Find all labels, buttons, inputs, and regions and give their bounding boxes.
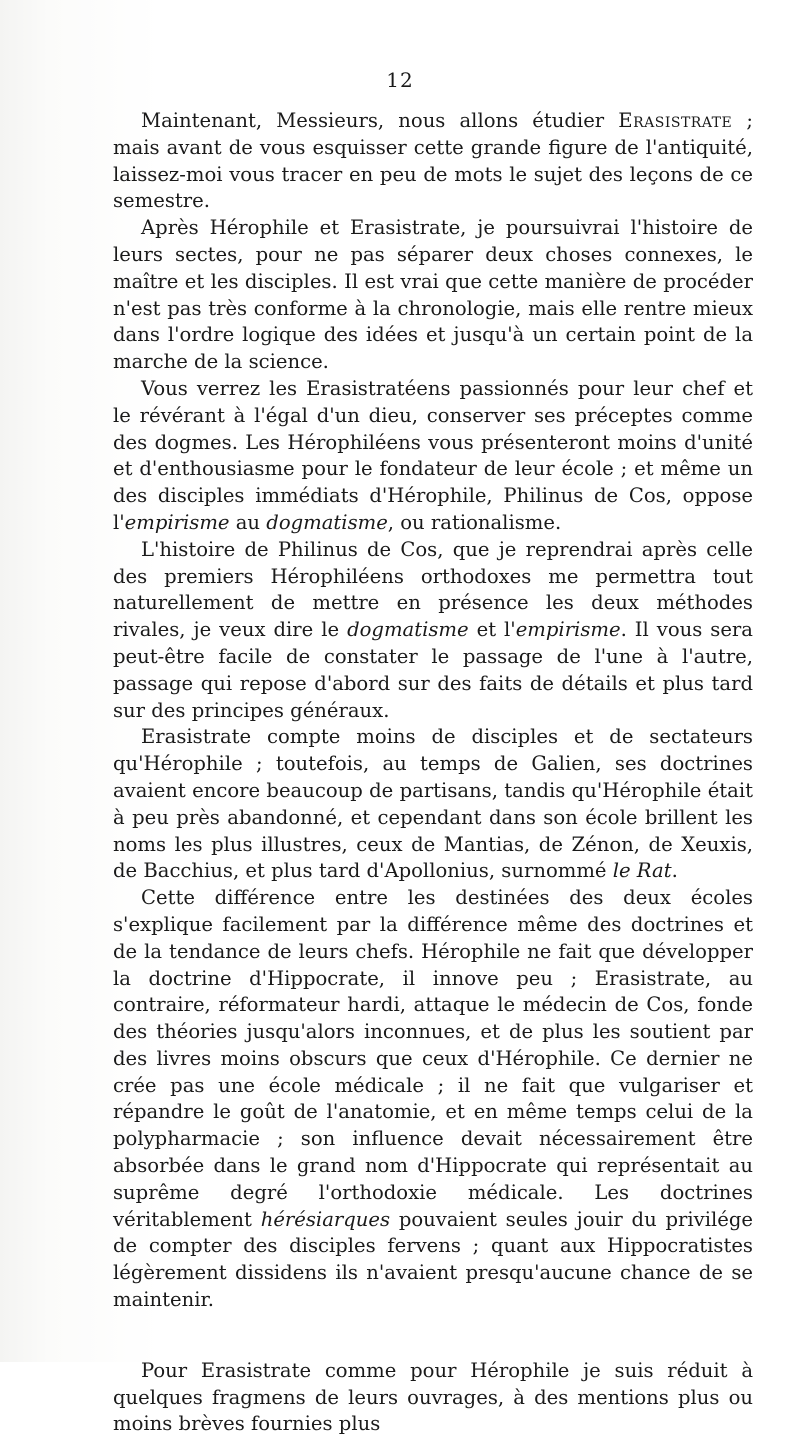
paragraph-6-text-b: pouvaient seules jouir du privilége de compter des disciples fervens ; quant aux Hippocratistes légèrement dissidens ils n'avaient presqu'aucune chance de se maintenir.: [113, 1207, 753, 1312]
author-name-smallcaps: Erasistrate: [618, 109, 733, 132]
paragraph-1-text-a: Maintenant, Messieurs, nous allons étudier: [141, 109, 619, 132]
paragraph-4-text-c: . Il vous sera peut-être facile de constater le passage de l'une à l'autre, passage qui repose d'abord sur des faits de détails et plus tard sur des principes généraux.: [113, 618, 753, 722]
paragraph-4-text-b: et l': [468, 618, 516, 642]
emphasis-empirisme: empirisme: [124, 510, 230, 534]
paragraph-4: [113, 537, 753, 725]
paragraph-3: [113, 376, 753, 537]
paragraph-4-text-a: L'histoire de Philinus de Cos, que je reprendrai après celle des premiers Hérophiléens orthodoxes me permettra tout naturellement de mettre en présence les deux méthodes rivales, je veux dire le: [113, 537, 753, 642]
page-number: 12: [386, 68, 414, 92]
emphasis-dogmatisme: dogmatisme: [347, 618, 469, 642]
paragraph-1: [113, 108, 753, 215]
emphasis-le-rat: le Rat: [612, 859, 672, 883]
paragraph-6: [113, 885, 753, 1314]
paragraph-5-text-b: .: [671, 859, 678, 883]
paragraph-2: Après Hérophile et Erasistrate, je poursuivrai l'histoire de leurs sectes, pour ne pas séparer deux choses connexes, le maître et les disciples. Il est vrai que cette manière de procéder n'est pas très conforme à la chronologie, mais elle rentre mieux dans l'ordre logique des idées et jusqu'à un certain point de la marche de la science.: [113, 216, 753, 374]
paragraph-3-text-c: , ou rationalisme.: [387, 510, 562, 534]
emphasis-heresiarques: hérésiarques: [260, 1207, 391, 1231]
emphasis-empirisme: empirisme: [515, 618, 621, 642]
paragraph-1-text-b: ; mais avant de vous esquisser cette grande figure de l'antiquité, laissez-moi vous tracer en peu de mots le sujet des leçons de ce semestre.: [113, 109, 753, 213]
body-text: [113, 108, 753, 1438]
paragraph-6-text-a: Cette différence entre les destinées des deux écoles s'explique facilement par la différence même des doctrines et de la tendance de leurs chefs. Hérophile ne fait que développer la doctrine d'Hippocrate, il innove peu ; Erasistrate, au contraire, réformateur hardi, attaque le médecin de Cos, fonde des théories jusqu'alors inconnues, et de plus les soutient par des livres moins obscurs que ceux d'Hérophile. Ce dernier ne crée pas une école médicale ; il ne fait que vulgariser et répandre le goût de l'anatomie, et en même temps celui de la polypharmacie ; son influence devait nécessairement être absorbée dans le grand nom d'Hippocrate qui représentait au suprême degré l'orthodoxie médicale. Les doctrines véritablement: [113, 886, 753, 1231]
paragraph-5: [113, 724, 753, 885]
paragraph-5-text-a: Erasistrate compte moins de disciples et de sectateurs qu'Hérophile ; toutefois, au temps de Galien, ses doctrines avaient encore beaucoup de partisans, tandis qu'Hérophile était à peu près abandonné, et cependant dans son école brillent les noms les plus illustres, ceux de Mantias, de Zénon, de Xeuxis, de Bacchius, et plus tard d'Apollonius, surnommé: [113, 725, 753, 883]
paragraph-3-text-a: Vous verrez les Erasistratéens passionnés pour leur chef et le révérant à l'égal d'un dieu, conserver ses préceptes comme des dogmes. Les Hérophiléens vous présenteront moins d'unité et d'enthousiasme pour le fondateur de leur école ; et même un des disciples immédiats d'Hérophile, Philinus de Cos, oppose l': [113, 376, 753, 534]
paragraph-7: Pour Erasistrate comme pour Hérophile je suis réduit à quelques fragmens de leurs ouvrages, à des mentions plus ou moins brèves fournies plus: [113, 1358, 753, 1436]
paragraph-3-text-b: au: [229, 510, 267, 534]
emphasis-dogmatisme: dogmatisme: [266, 510, 388, 534]
